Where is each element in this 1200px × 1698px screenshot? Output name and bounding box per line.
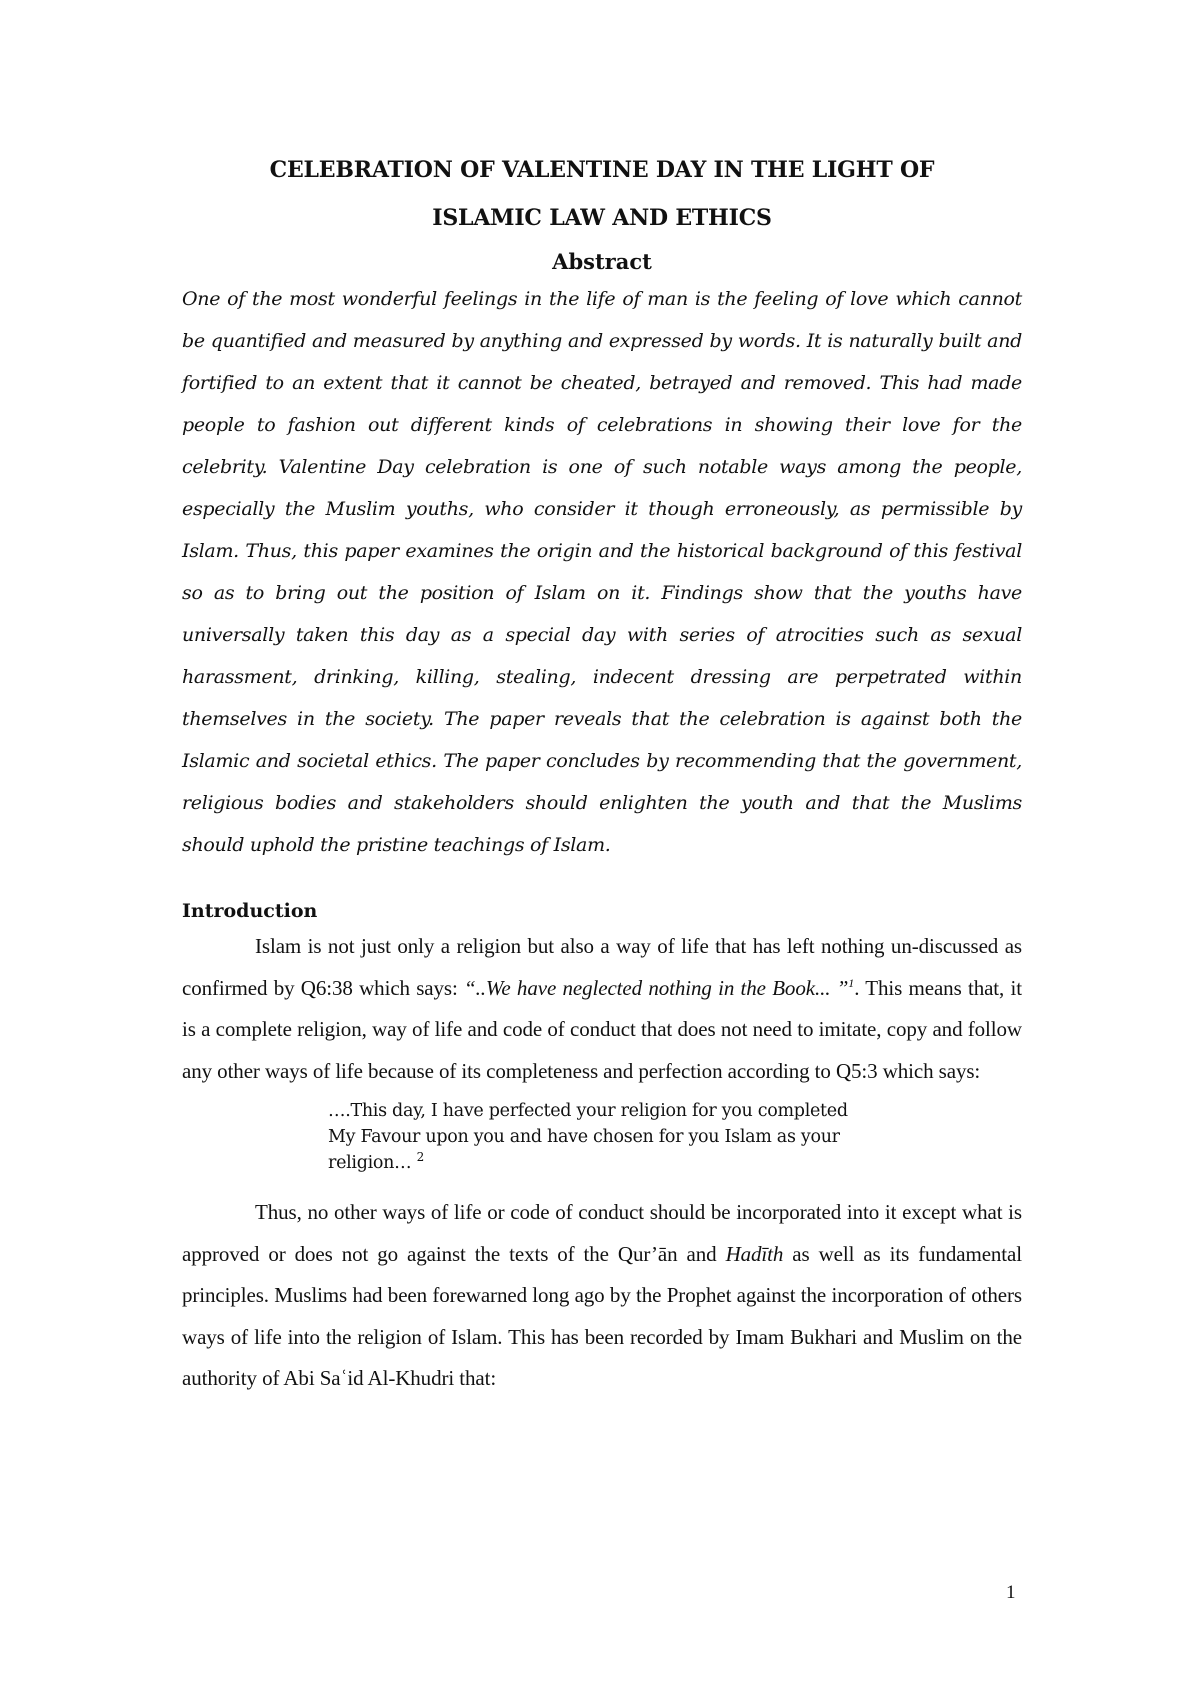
intro-p1-text-b: . This means that, it is a complete religion, way of life and code of conduct that does not need to imitate, copy and follow any other ways of life because of its completeness and perfection according to Q5:3 which says: bbox=[182, 975, 1022, 1083]
page-number: 1 bbox=[1006, 1582, 1016, 1603]
quote-line-1: ….This day, I have perfected your religion for you completed bbox=[328, 1101, 848, 1121]
quote-line-2: My Favour upon you and have chosen for you Islam as your bbox=[328, 1127, 840, 1147]
intro-p2-text-a: Thus, no other ways of life or code of conduct should be incorporated into it except what is approved or does not go against the texts of the Qur’ān and bbox=[182, 1200, 1022, 1266]
introduction-paragraph-1 bbox=[182, 926, 1022, 1092]
introduction-heading: Introduction bbox=[182, 900, 318, 922]
abstract-text: One of the most wonderful feelings in the life of man is the feeling of love which cannot be quantified and measured by anything and expressed by words. It is naturally built and fortified to an extent that it cannot be cheated, betrayed and removed. This had made people to fashion out different kinds of celebrations in showing their love for the celebrity. Valentine Day celebration is one of such notable ways among the people, especially the Muslim youths, who consider it though erroneously, as permissible by Islam. Thus, this paper examines the origin and the historical background of this festival so as to bring out the position of Islam on it. Findings show that the youths have universally taken this day as a special day with series of atrocities such as sexual harassment, drinking, killing, stealing, indecent dressing are perpetrated within themselves in the society. The paper reveals that the celebration is against both the Islamic and societal ethics. The paper concludes by recommending that the government, religious bodies and stakeholders should enlighten the youth and that the Muslims should uphold the pristine teachings of Islam. bbox=[182, 288, 1022, 856]
footnote-ref-1[interactable]: 1 bbox=[848, 975, 855, 990]
introduction-paragraph-2 bbox=[182, 1192, 1022, 1400]
quote-line-3-text: religion… bbox=[328, 1153, 417, 1173]
q5-3-block-quote bbox=[328, 1098, 888, 1176]
quote-line-3 bbox=[328, 1150, 888, 1176]
hadith-term: Hadīth bbox=[725, 1241, 784, 1266]
intro-p2-text-b: as well as its fundamental principles. Muslims had been forewarned long ago by the Prophet against the incorporation of others ways of life into the religion of Islam. This has been recorded by Imam Bukhari and Muslim on the authority of Abi Saʿid Al-Khudri that: bbox=[182, 1241, 1023, 1390]
intro-p1-text-a: Islam is not just only a religion but also a way of life that has left nothing un-discussed as confirmed by Q6:38 which says: bbox=[182, 934, 1022, 1000]
q6-38-quote: “..We have neglected nothing in the Book... ” bbox=[464, 975, 849, 1000]
page-content bbox=[182, 146, 1022, 1400]
paper-title-line-2: ISLAMIC LAW AND ETHICS bbox=[432, 205, 772, 231]
abstract-heading: Abstract bbox=[552, 249, 652, 274]
paper-title-line-1: CELEBRATION OF VALENTINE DAY IN THE LIGHT OF bbox=[269, 157, 935, 183]
footnote-ref-2[interactable]: 2 bbox=[416, 1150, 424, 1165]
